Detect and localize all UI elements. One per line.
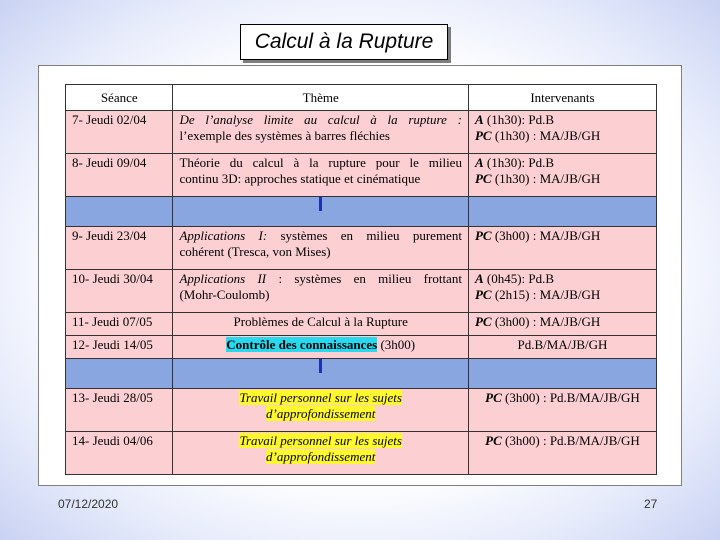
role-label: PC xyxy=(485,433,502,448)
theme-italic: Applications II xyxy=(179,271,267,286)
table-header-row xyxy=(66,85,657,111)
theme-line: l’exemple des systèmes à barres fléchies xyxy=(179,128,390,143)
intervenant-text: (3h00) : MA/JB/GH xyxy=(491,228,601,243)
header-seance: Séance xyxy=(66,85,173,111)
intervenants-cell xyxy=(468,389,656,432)
intervenant-text: (3h00) : MA/JB/GH xyxy=(491,314,601,329)
theme-cell xyxy=(173,154,469,197)
table-row xyxy=(66,432,657,475)
intervenant-text: (0h45): Pd.B xyxy=(483,271,555,286)
intervenants-cell: Pd.B/MA/JB/GH xyxy=(468,336,656,359)
seance-cell: 7- Jeudi 02/04 xyxy=(66,111,173,154)
theme-cell xyxy=(173,227,469,270)
theme-highlight: d’approfondissement xyxy=(266,449,376,464)
table-row xyxy=(66,227,657,270)
footer-date: 07/12/2020 xyxy=(58,497,119,511)
intervenant-text: (3h00) : Pd.B/MA/JB/GH xyxy=(501,433,640,448)
header-theme: Thème xyxy=(173,85,469,111)
seance-cell: 9- Jeudi 23/04 xyxy=(66,227,173,270)
theme-cell xyxy=(173,270,469,313)
intervenant-text: (1h30) : MA/JB/GH xyxy=(491,171,601,186)
theme-line: Théorie du calcul à la rupture pour le milieu xyxy=(179,155,462,170)
intervenant-text: (1h30): Pd.B xyxy=(483,155,555,170)
theme-cell: Problèmes de Calcul à la Rupture xyxy=(173,313,469,336)
break-cell xyxy=(66,359,173,389)
theme-line: cohérent (Tresca, von Mises) xyxy=(179,244,331,259)
role-label: PC xyxy=(474,128,492,143)
break-row xyxy=(66,197,657,227)
theme-highlight: Travail personnel sur les sujets xyxy=(239,390,402,405)
role-label: A xyxy=(474,155,484,170)
table-row xyxy=(66,336,657,359)
table-row xyxy=(66,111,657,154)
theme-line: : systèmes en milieu frottant xyxy=(266,271,462,286)
seance-cell: 14- Jeudi 04/06 xyxy=(66,432,173,475)
break-cell xyxy=(468,197,656,227)
break-marker xyxy=(319,359,322,373)
table-row xyxy=(66,313,657,336)
break-marker xyxy=(319,197,322,211)
break-cell xyxy=(173,359,469,389)
intervenants-cell xyxy=(468,227,656,270)
theme-cell xyxy=(173,111,469,154)
role-label: PC xyxy=(474,287,492,302)
break-cell xyxy=(468,359,656,389)
intervenant-text: (3h00) : Pd.B/MA/JB/GH xyxy=(501,390,640,405)
intervenants-cell xyxy=(468,313,656,336)
theme-line: De l’analyse limite au calcul à la rupture : xyxy=(179,112,462,127)
intervenant-text: (1h30) : MA/JB/GH xyxy=(491,128,601,143)
intervenants-cell xyxy=(468,270,656,313)
theme-cell xyxy=(173,336,469,359)
intervenant-text: (2h15) : MA/JB/GH xyxy=(491,287,601,302)
theme-line: (Mohr-Coulomb) xyxy=(179,287,270,302)
seance-cell: 8- Jeudi 09/04 xyxy=(66,154,173,197)
intervenant-text: (1h30): Pd.B xyxy=(483,112,555,127)
theme-italic: Applications I: xyxy=(179,228,268,243)
seance-cell: 11- Jeudi 07/05 xyxy=(66,313,173,336)
theme-line: systèmes en milieu purement xyxy=(267,228,462,243)
seance-cell: 13- Jeudi 28/05 xyxy=(66,389,173,432)
role-label: PC xyxy=(474,228,492,243)
page-number: 27 xyxy=(644,497,658,511)
intervenants-cell xyxy=(468,154,656,197)
theme-line: continu 3D: approches statique et cinématique xyxy=(179,171,421,186)
role-label: PC xyxy=(474,171,492,186)
role-label: A xyxy=(474,271,484,286)
break-cell xyxy=(66,197,173,227)
schedule-table xyxy=(65,84,657,475)
seance-cell: 10- Jeudi 30/04 xyxy=(66,270,173,313)
table-row xyxy=(66,154,657,197)
theme-duration: (3h00) xyxy=(377,337,416,352)
seance-cell: 12- Jeudi 14/05 xyxy=(66,336,173,359)
table-row xyxy=(66,270,657,313)
exam-highlight: Contrôle des connaissances xyxy=(226,337,378,352)
header-intervenants: Intervenants xyxy=(468,85,656,111)
intervenants-cell xyxy=(468,111,656,154)
theme-cell xyxy=(173,432,469,475)
slide-title: Calcul à la Rupture xyxy=(240,24,448,60)
role-label: A xyxy=(474,112,484,127)
role-label: PC xyxy=(485,390,502,405)
break-cell xyxy=(173,197,469,227)
theme-cell xyxy=(173,389,469,432)
role-label: PC xyxy=(474,314,492,329)
theme-highlight: d’approfondissement xyxy=(266,406,376,421)
break-row xyxy=(66,359,657,389)
theme-highlight: Travail personnel sur les sujets xyxy=(239,433,402,448)
intervenants-cell xyxy=(468,432,656,475)
table-row xyxy=(66,389,657,432)
